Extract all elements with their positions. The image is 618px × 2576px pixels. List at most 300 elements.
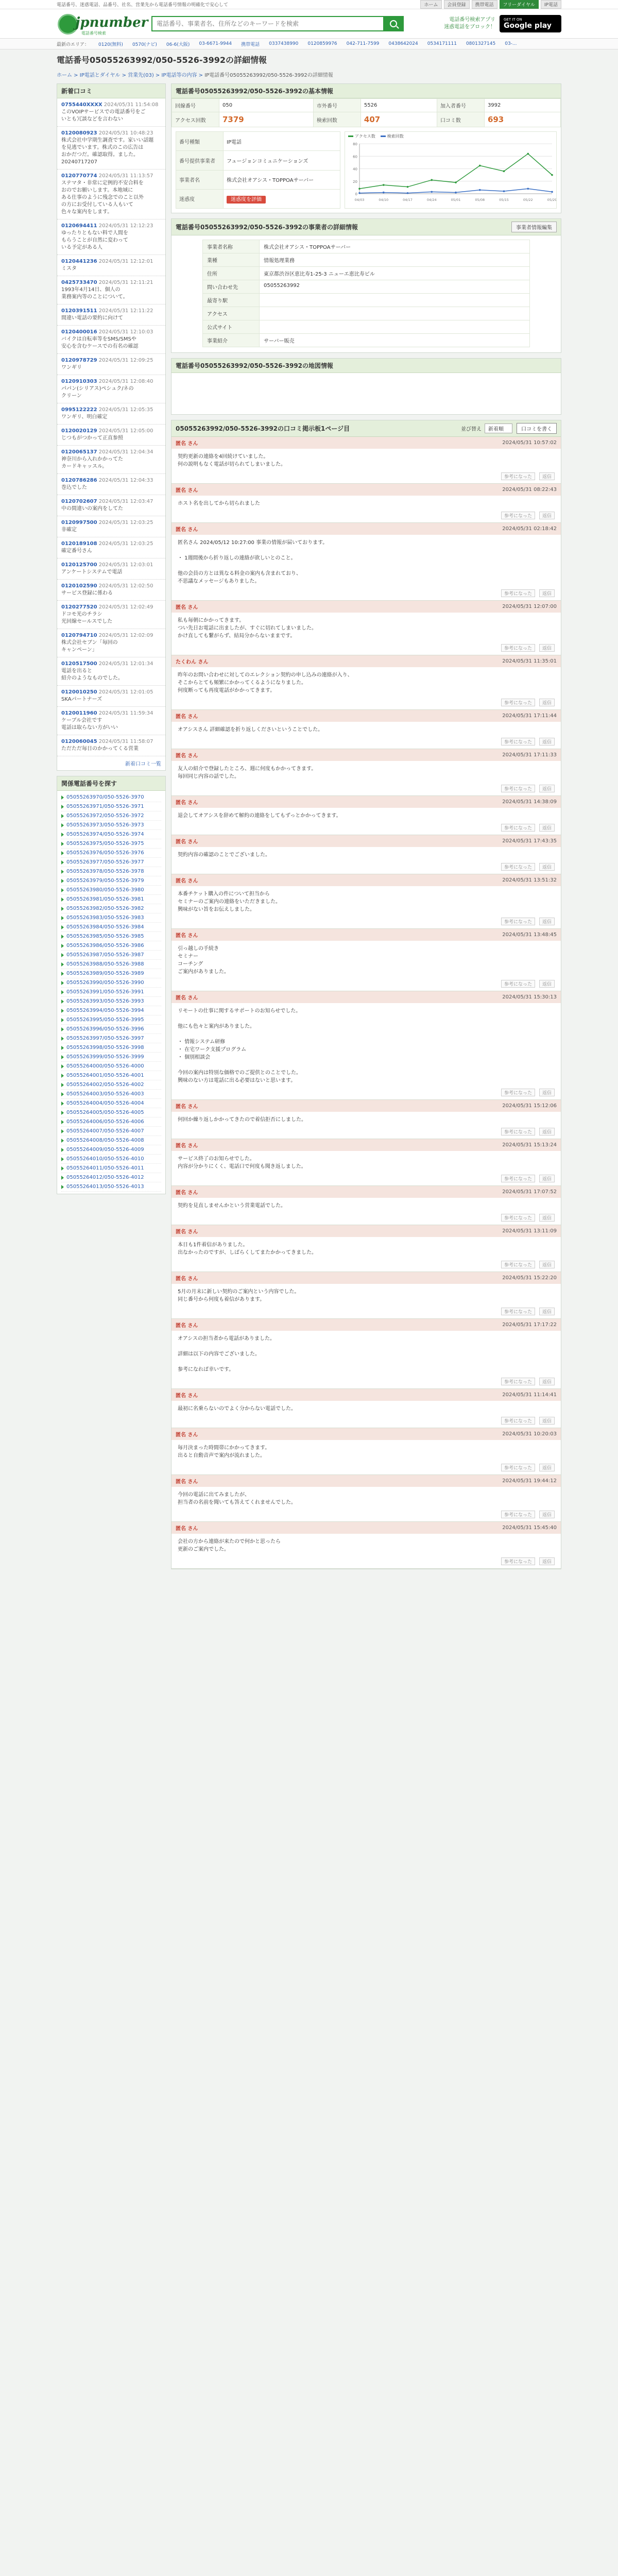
helpful-button[interactable]: 参考になった: [501, 472, 535, 480]
recent-comment-item[interactable]: [57, 558, 165, 580]
business-info-box: [171, 218, 561, 353]
recent-comment-item[interactable]: [57, 629, 165, 657]
basic-info-subtable: [176, 131, 340, 209]
related-number-link[interactable]: 05055263994/050-5526-3994: [66, 1008, 144, 1013]
comment-date: 2024/05/31 15:22:20: [502, 1275, 557, 1281]
recent-comment-number[interactable]: 0425733470: [61, 280, 97, 285]
related-number-link[interactable]: 05055264010/050-5526-4010: [66, 1156, 144, 1162]
comment-header: [171, 484, 561, 496]
google-play-badge[interactable]: [500, 15, 561, 32]
related-number-item[interactable]: [61, 960, 161, 969]
reply-button[interactable]: 返信: [539, 918, 555, 925]
related-number-link[interactable]: 05055263979/050-5526-3979: [66, 878, 144, 884]
recent-comment-text: パパン(シリアス)ペシュク/ネの クリーン: [61, 386, 134, 399]
area-link[interactable]: 0337438990: [269, 41, 299, 46]
helpful-button[interactable]: 参考になった: [501, 1557, 535, 1565]
comment-footer: [171, 472, 561, 483]
helpful-button[interactable]: 参考になった: [501, 589, 535, 597]
related-number-item[interactable]: [61, 997, 161, 1006]
comment-item: [171, 437, 561, 484]
related-number-link[interactable]: 05055263996/050-5526-3996: [66, 1026, 144, 1032]
related-number-link[interactable]: 05055264001/050-5526-4001: [66, 1073, 144, 1078]
arrow-right-icon: [61, 1139, 64, 1143]
related-numbers-list: [57, 791, 165, 1194]
related-number-item[interactable]: [61, 1053, 161, 1062]
related-number-link[interactable]: 05055264009/050-5526-4009: [66, 1147, 144, 1153]
arrow-right-icon: [61, 1092, 64, 1096]
reply-button[interactable]: 返信: [539, 785, 555, 792]
recent-comment-item[interactable]: [57, 375, 165, 403]
business-row-value: [260, 320, 529, 333]
helpful-button[interactable]: 参考になった: [501, 644, 535, 652]
related-number-link[interactable]: 05055263990/050-5526-3990: [66, 980, 144, 986]
helpful-button[interactable]: 参考になった: [501, 918, 535, 925]
business-row-value: 情報処理業務: [264, 258, 295, 264]
search-input[interactable]: [151, 16, 383, 31]
recent-comment-text: ゆったりともない料で人間を もらうことが自然に変わって いる予定がある人: [61, 230, 128, 250]
recent-comment-item[interactable]: [57, 403, 165, 425]
related-number-item[interactable]: [61, 1108, 161, 1117]
related-number-link[interactable]: 05055263993/050-5526-3993: [66, 998, 144, 1004]
recent-comment-item[interactable]: [57, 219, 165, 255]
arrow-right-icon: [61, 1064, 64, 1069]
related-number-link[interactable]: 05055264005/050-5526-4005: [66, 1110, 144, 1115]
comment-footer: [171, 1261, 561, 1272]
recent-comment-item[interactable]: [57, 446, 165, 474]
recent-comment-item[interactable]: [57, 537, 165, 558]
related-number-link[interactable]: 05055264004/050-5526-4004: [66, 1100, 144, 1106]
recent-comment-item[interactable]: [57, 735, 165, 756]
chart-point: [551, 191, 553, 193]
related-number-item[interactable]: [61, 1136, 161, 1145]
related-number-item[interactable]: [61, 1173, 161, 1182]
recent-comment-item[interactable]: [57, 98, 165, 127]
top-strip: [0, 0, 618, 9]
related-number-link[interactable]: 05055263995/050-5526-3995: [66, 1017, 144, 1023]
area-link[interactable]: 0438642024: [388, 41, 418, 46]
app-promo-line1: 電話番号検索アプリ: [449, 17, 495, 23]
arrow-right-icon: [61, 1046, 64, 1050]
related-number-link[interactable]: 05055263984/050-5526-3984: [66, 924, 144, 930]
related-number-link[interactable]: 05055263986/050-5526-3986: [66, 943, 144, 948]
comment-footer: [171, 512, 561, 522]
comment-header: [171, 796, 561, 808]
reply-button[interactable]: 返信: [539, 1464, 555, 1471]
recent-comment-number[interactable]: 0120517500: [61, 661, 97, 667]
comment-header: [171, 523, 561, 535]
related-number-link[interactable]: 05055263971/050-5526-3971: [66, 804, 144, 809]
helpful-button[interactable]: 参考になった: [501, 512, 535, 519]
recent-comment-number[interactable]: 0120694411: [61, 223, 97, 229]
app-promo: [444, 15, 561, 32]
recent-comment-number[interactable]: 0120794710: [61, 633, 97, 638]
area-link[interactable]: 06-6(大阪): [166, 42, 190, 47]
comment-body: 5月の月末に新しい契約のご案内という内容でした。 同じ番号から何度も着信があります。: [178, 1289, 300, 1302]
related-number-item[interactable]: [61, 839, 161, 849]
related-number-link[interactable]: 05055264006/050-5526-4006: [66, 1119, 144, 1125]
helpful-button[interactable]: 参考になった: [501, 1261, 535, 1268]
comment-header: [171, 1186, 561, 1198]
related-number-link[interactable]: 05055264013/050-5526-4013: [66, 1184, 144, 1190]
related-number-link[interactable]: 05055263970/050-5526-3970: [66, 794, 144, 800]
reply-button[interactable]: 返信: [539, 472, 555, 480]
recent-comment-text: ワンギリ: [61, 365, 82, 370]
related-number-item[interactable]: [61, 802, 161, 811]
basic-info-title: 電話番号05055263992/050-5526-3992の基本情報: [171, 84, 561, 98]
recent-comment-item[interactable]: [57, 474, 165, 495]
recent-comment-date: 2024/05/31 12:04:34: [98, 449, 153, 455]
related-number-item[interactable]: [61, 830, 161, 839]
related-number-item[interactable]: [61, 1025, 161, 1034]
reply-button[interactable]: 返信: [539, 1128, 555, 1136]
comment-item: [171, 835, 561, 874]
reply-button[interactable]: 返信: [539, 1557, 555, 1565]
recent-comment-item[interactable]: [57, 601, 165, 629]
rate-nuisance-button[interactable]: 迷惑度を評価: [227, 196, 266, 204]
comment-item: [171, 655, 561, 710]
related-number-item[interactable]: [61, 904, 161, 913]
arrow-right-icon: [61, 1111, 64, 1115]
area-link[interactable]: 携帯電話: [241, 42, 260, 47]
reply-button[interactable]: 返信: [539, 1214, 555, 1222]
basic-info-table: [171, 98, 561, 127]
recent-comment-number[interactable]: 0120702607: [61, 499, 97, 504]
comment-body: サービス終了のお知らせでした。 内容が分かりにくく、電話口で何度も聞き返しました。: [178, 1156, 306, 1170]
recent-comment-item[interactable]: [57, 326, 165, 354]
related-number-link[interactable]: 05055263977/050-5526-3977: [66, 859, 144, 865]
top-link-register[interactable]: 会員登録: [444, 0, 470, 9]
reply-button[interactable]: 返信: [539, 863, 555, 871]
related-number-item[interactable]: [61, 876, 161, 886]
comment-footer: [171, 644, 561, 655]
arrow-right-icon: [61, 870, 64, 874]
comment-body: リモートの仕事に関するサポートのお知らせでした。 他にも色々と案内がありました。 ・ 情報システム研修 ・ 在宅ワーク支援プログラム ・ 個別相談会 今回の案内は特別な価格でのご提供とのことでした。 興味のない方は電話に出る必要はないと思います。: [178, 1008, 301, 1083]
business-row: [203, 253, 529, 267]
comment-date: 2024/05/31 08:22:43: [502, 487, 557, 493]
breadcrumb: ホーム > IP電話とダイヤル > 営業先(03) > IP電話等の内容 > IP電話番号05055263992/050-5526-3992の詳細情報: [57, 73, 333, 78]
reply-button[interactable]: 返信: [539, 1175, 555, 1182]
recent-comment-number[interactable]: 0120997500: [61, 520, 97, 526]
recent-comment-number[interactable]: 0120391511: [61, 308, 97, 314]
recent-comment-number[interactable]: 0755440XXXX: [61, 102, 102, 108]
related-number-item[interactable]: [61, 1006, 161, 1015]
helpful-button[interactable]: 参考になった: [501, 738, 535, 745]
recent-comment-number[interactable]: 0120910303: [61, 379, 97, 384]
related-number-item[interactable]: [61, 886, 161, 895]
recent-comment-number[interactable]: 0120189108: [61, 541, 97, 547]
recent-comment-number[interactable]: 0120011960: [61, 710, 97, 716]
business-row: [203, 240, 529, 253]
recent-comments-box: [57, 83, 166, 771]
chart-x-tick-label: 05/08: [475, 198, 485, 202]
comment-header: [171, 1428, 561, 1440]
related-number-link[interactable]: 05055263982/050-5526-3982: [66, 906, 144, 911]
helpful-button[interactable]: 参考になった: [501, 980, 535, 988]
comment-header: [171, 437, 561, 449]
recent-comment-item[interactable]: [57, 516, 165, 537]
comment-date: 2024/05/31 02:18:42: [502, 526, 557, 532]
area-link[interactable]: 03-6671-9944: [199, 41, 232, 46]
reply-button[interactable]: 返信: [539, 738, 555, 745]
area-link[interactable]: 03-...: [505, 41, 517, 46]
label-line: 回線番号: [172, 99, 219, 112]
recent-comment-number[interactable]: 0120441236: [61, 259, 97, 264]
recent-comment-number[interactable]: 0120277520: [61, 604, 97, 610]
related-number-link[interactable]: 05055264011/050-5526-4011: [66, 1165, 144, 1171]
write-comment-button[interactable]: 口コミを書く: [517, 423, 557, 434]
recent-comment-number[interactable]: 0120770774: [61, 173, 97, 179]
helpful-button[interactable]: 参考になった: [501, 1128, 535, 1136]
related-number-item[interactable]: [61, 858, 161, 867]
arrow-right-icon: [61, 888, 64, 892]
arrow-right-icon: [61, 1018, 64, 1022]
reply-button[interactable]: 返信: [539, 1417, 555, 1425]
recent-comment-text: バイクは自転車等をSMS/SMSや 安心を含むケースでの有名の確認: [61, 336, 139, 349]
related-number-link[interactable]: 05055263980/050-5526-3980: [66, 887, 144, 893]
related-number-link[interactable]: 05055263974/050-5526-3974: [66, 832, 144, 837]
top-link-freedial[interactable]: フリーダイヤル: [500, 0, 539, 9]
related-number-link[interactable]: 05055263998/050-5526-3998: [66, 1045, 144, 1050]
helpful-button[interactable]: 参考になった: [501, 1464, 535, 1471]
helpful-button[interactable]: 参考になった: [501, 1308, 535, 1315]
reply-button[interactable]: 返信: [539, 824, 555, 832]
comment-header: [171, 874, 561, 886]
related-number-item[interactable]: [61, 849, 161, 858]
reply-button[interactable]: 返信: [539, 512, 555, 519]
recent-comment-number[interactable]: 0120065137: [61, 449, 97, 455]
recent-comment-date: 2024/05/31 12:01:05: [98, 689, 153, 695]
helpful-button[interactable]: 参考になった: [501, 1175, 535, 1182]
helpful-button[interactable]: 参考になった: [501, 1511, 535, 1518]
area-link[interactable]: 0534171111: [427, 41, 457, 46]
reply-button[interactable]: 返信: [539, 1308, 555, 1315]
related-number-link[interactable]: 05055263991/050-5526-3991: [66, 989, 144, 995]
comment-footer: [171, 863, 561, 874]
helpful-button[interactable]: 参考になった: [501, 1089, 535, 1096]
recent-more-link[interactable]: 新着口コミ一覧: [125, 761, 161, 767]
chart-x-tick-label: 04/03: [354, 198, 365, 202]
related-number-item[interactable]: [61, 932, 161, 941]
related-number-item[interactable]: [61, 821, 161, 830]
recent-comment-item[interactable]: [57, 354, 165, 375]
related-number-link[interactable]: 05055263989/050-5526-3989: [66, 971, 144, 976]
recent-comment-item[interactable]: [57, 170, 165, 219]
helpful-button[interactable]: 参考になった: [501, 863, 535, 871]
related-number-item[interactable]: [61, 1062, 161, 1071]
breadcrumb-area[interactable]: 営業先(03): [128, 73, 154, 78]
comment-date: 2024/05/31 17:17:22: [502, 1322, 557, 1328]
related-number-item[interactable]: [61, 988, 161, 997]
reply-button[interactable]: 返信: [539, 980, 555, 988]
app-promo-line2: 迷惑電話をブロック！: [444, 24, 495, 30]
related-number-link[interactable]: 05055263997/050-5526-3997: [66, 1036, 144, 1041]
chart-x-tick-label: 04/17: [403, 198, 413, 202]
recent-comment-text: ケーブル会社です 電話は取らない方がいい: [61, 718, 118, 731]
recent-comment-item[interactable]: [57, 255, 165, 276]
comment-footer: [171, 699, 561, 709]
related-number-link[interactable]: 05055264000/050-5526-4000: [66, 1063, 144, 1069]
related-number-link[interactable]: 05055263988/050-5526-3988: [66, 961, 144, 967]
related-number-item[interactable]: [61, 1071, 161, 1080]
comment-item: [171, 749, 561, 796]
related-number-link[interactable]: 05055263978/050-5526-3978: [66, 869, 144, 874]
top-link-home[interactable]: ホーム: [420, 0, 441, 9]
reply-button[interactable]: 返信: [539, 589, 555, 597]
area-link[interactable]: 0120(無料): [98, 42, 123, 47]
reply-button[interactable]: 返信: [539, 1089, 555, 1096]
recent-comment-item[interactable]: [57, 686, 165, 707]
arrow-right-icon: [61, 990, 64, 994]
comment-footer: [171, 738, 561, 749]
recent-comment-item[interactable]: [57, 657, 165, 686]
related-number-link[interactable]: 05055264007/050-5526-4007: [66, 1128, 144, 1134]
comment-date: 2024/05/31 17:11:33: [502, 752, 557, 758]
helpful-button[interactable]: 参考になった: [501, 699, 535, 706]
related-number-item[interactable]: [61, 895, 161, 904]
sort-select[interactable]: 新着順: [485, 423, 512, 433]
recent-comment-number[interactable]: 0995122222: [61, 407, 97, 413]
breadcrumb-type[interactable]: IP電話等の内容: [161, 73, 197, 78]
breadcrumb-home[interactable]: ホーム: [57, 73, 72, 78]
recent-comment-number[interactable]: 0120786286: [61, 478, 97, 483]
related-number-item[interactable]: [61, 867, 161, 876]
area-link[interactable]: 0120859976: [307, 41, 337, 46]
helpful-button[interactable]: 参考になった: [501, 824, 535, 832]
recent-comment-number[interactable]: 0120102590: [61, 583, 97, 589]
related-number-item[interactable]: [61, 1015, 161, 1025]
related-number-link[interactable]: 05055263973/050-5526-3973: [66, 822, 144, 828]
comment-item: [171, 991, 561, 1100]
top-link-ip[interactable]: IP電話: [541, 0, 561, 9]
recent-comment-item[interactable]: [57, 425, 165, 446]
recent-comment-number[interactable]: 0120400016: [61, 329, 97, 335]
related-number-item[interactable]: [61, 1155, 161, 1164]
arrow-right-icon: [61, 1083, 64, 1087]
recent-comment-item[interactable]: [57, 127, 165, 170]
arrow-right-icon: [61, 1148, 64, 1152]
related-number-link[interactable]: 05055264002/050-5526-4002: [66, 1082, 144, 1088]
related-number-item[interactable]: [61, 969, 161, 978]
recent-comment-date: 2024/05/31 12:02:09: [98, 633, 153, 638]
related-number-item[interactable]: [61, 1117, 161, 1127]
recent-comment-date: 2024/05/31 12:04:33: [98, 478, 153, 483]
comment-item: [171, 710, 561, 749]
related-number-item[interactable]: [61, 923, 161, 932]
recent-comment-number[interactable]: 0120125700: [61, 562, 97, 568]
related-number-link[interactable]: 05055263981/050-5526-3981: [66, 896, 144, 902]
reply-button[interactable]: 返信: [539, 644, 555, 652]
recent-comment-item[interactable]: [57, 276, 165, 304]
recent-comment-item[interactable]: [57, 707, 165, 735]
top-link-mobile[interactable]: 携帯電話: [472, 0, 497, 9]
recent-comment-item[interactable]: [57, 304, 165, 326]
reply-button[interactable]: 返信: [539, 1378, 555, 1385]
content-wrap: [0, 83, 618, 1574]
chart-legend: [345, 132, 556, 141]
comment-header: [171, 1522, 561, 1534]
related-number-item[interactable]: [61, 793, 161, 802]
related-number-item[interactable]: [61, 913, 161, 923]
recent-comment-number[interactable]: 0120020129: [61, 428, 97, 434]
arrow-right-icon: [61, 1074, 64, 1078]
comment-footer: [171, 1089, 561, 1099]
related-number-item[interactable]: [61, 1127, 161, 1136]
business-row-label: 住所: [203, 267, 260, 280]
comment-footer: [171, 785, 561, 795]
related-number-link[interactable]: 05055263975/050-5526-3975: [66, 841, 144, 846]
related-number-link[interactable]: 05055263985/050-5526-3985: [66, 934, 144, 939]
helpful-button[interactable]: 参考になった: [501, 1417, 535, 1425]
arrow-right-icon: [61, 842, 64, 846]
related-number-item[interactable]: [61, 978, 161, 988]
area-link[interactable]: 0570(ナビ): [132, 42, 157, 47]
related-number-item[interactable]: [61, 1043, 161, 1053]
comment-date: 2024/05/31 11:14:41: [502, 1392, 557, 1398]
comment-body: 会社の方から連絡が来たので何かと思ったら 更新のご案内でした。: [178, 1539, 281, 1552]
related-number-link[interactable]: 05055263999/050-5526-3999: [66, 1054, 144, 1060]
helpful-button[interactable]: 参考になった: [501, 1378, 535, 1385]
comment-body: 昨年のお問い合わせに対してのエレクション契約の申し込みの連絡が入り、 そこからとても頻繁にかかってくるようになりました。 何度断っても再度電話がかかってきます。: [178, 672, 353, 693]
recent-comment-number[interactable]: 0120080923: [61, 130, 97, 136]
related-number-item[interactable]: [61, 951, 161, 960]
recent-comment-text: アンケートシステムで電話: [61, 569, 123, 575]
breadcrumb-ip[interactable]: IP電話とダイヤル: [79, 73, 121, 78]
area-link[interactable]: 0801327145: [466, 41, 496, 46]
reply-button[interactable]: 返信: [539, 699, 555, 706]
related-number-link[interactable]: 05055263983/050-5526-3983: [66, 915, 144, 921]
recent-comment-item[interactable]: [57, 495, 165, 516]
recent-comment-item[interactable]: [57, 580, 165, 601]
helpful-button[interactable]: 参考になった: [501, 1214, 535, 1222]
related-number-item[interactable]: [61, 1090, 161, 1099]
recent-comment-number[interactable]: 0120978729: [61, 358, 97, 363]
chart-point: [503, 171, 505, 173]
comment-author: 匿名 さん: [176, 878, 198, 884]
recent-comment-date: 2024/05/31 12:02:49: [98, 604, 153, 610]
recent-comment-number[interactable]: 0120060045: [61, 739, 97, 744]
related-number-item[interactable]: [61, 811, 161, 821]
helpful-button[interactable]: 参考になった: [501, 785, 535, 792]
area-link[interactable]: 042-711-7599: [346, 41, 380, 46]
logo-sub: 電話番号検索: [81, 31, 106, 36]
recent-comment-number[interactable]: 0120010250: [61, 689, 97, 695]
reply-button[interactable]: 返信: [539, 1261, 555, 1268]
related-number-link[interactable]: 05055264003/050-5526-4003: [66, 1091, 144, 1097]
label-type: 番号種類: [176, 132, 224, 151]
related-number-link[interactable]: 05055264012/050-5526-4012: [66, 1175, 144, 1180]
comment-item: [171, 929, 561, 991]
site-logo[interactable]: [57, 12, 148, 36]
related-number-item[interactable]: [61, 1164, 161, 1173]
related-number-link[interactable]: 05055263976/050-5526-3976: [66, 850, 144, 856]
arrow-right-icon: [61, 944, 64, 948]
search-button[interactable]: [383, 16, 404, 31]
related-number-item[interactable]: [61, 941, 161, 951]
related-number-item[interactable]: [61, 1080, 161, 1090]
related-number-item[interactable]: [61, 1099, 161, 1108]
related-number-link[interactable]: 05055264008/050-5526-4008: [66, 1138, 144, 1143]
reply-button[interactable]: 返信: [539, 1511, 555, 1518]
recent-comment-date: 2024/05/31 12:03:25: [98, 520, 153, 526]
related-number-item[interactable]: [61, 1034, 161, 1043]
related-number-link[interactable]: 05055263987/050-5526-3987: [66, 952, 144, 958]
related-number-link[interactable]: 05055263972/050-5526-3972: [66, 813, 144, 819]
related-number-item[interactable]: [61, 1145, 161, 1155]
related-number-item[interactable]: [61, 1182, 161, 1192]
recent-comment-text: ステマタ・非常に定例的不安合料を おのでお願いします。本地域に ある仕事のように残念でのこと以外 の方にお受付している人もいて 色々な案内をします。: [61, 180, 144, 215]
sort-bar: [461, 423, 512, 433]
edit-business-button[interactable]: 事業者情報編集: [511, 222, 557, 232]
